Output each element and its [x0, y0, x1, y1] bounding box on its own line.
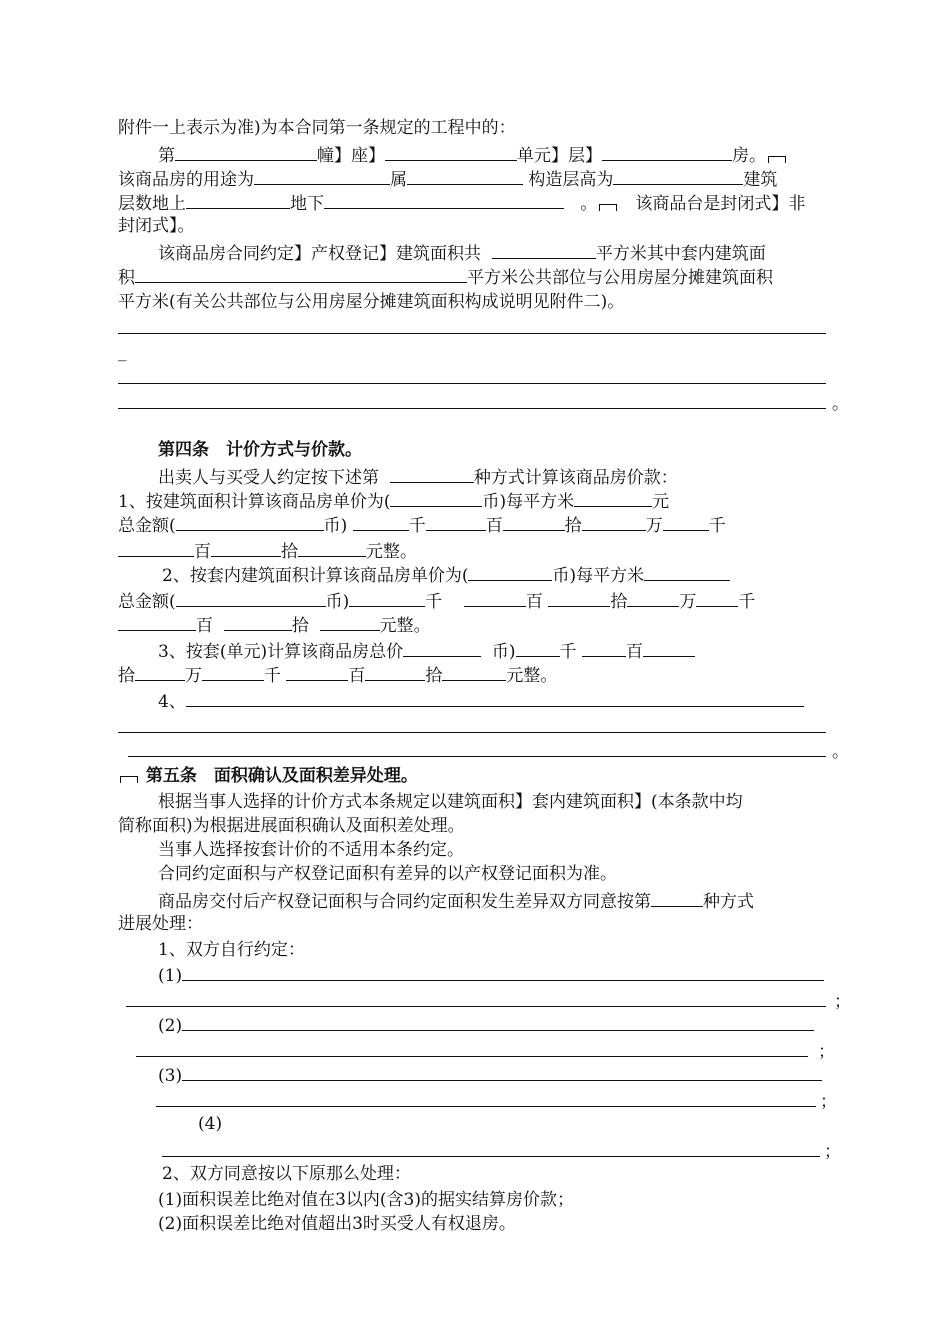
- bracket-mark-icon: [120, 776, 138, 783]
- blank-line: [128, 756, 826, 757]
- blank-line: [118, 383, 826, 384]
- article-5-title: 第五条 面积确认及面积差异处理。: [118, 764, 418, 788]
- text-line: 出卖人与买受人约定按下述第 种方式计算该商品房价款：: [158, 464, 678, 488]
- text-line: 2、按套内建筑面积计算该商品房单价为( 币)每平方米: [162, 562, 730, 586]
- text-line: 积 平方米公共部位与公用房屋分摊建筑面积: [118, 264, 773, 288]
- text-line: 4、: [158, 688, 804, 712]
- text-line: 合同约定面积与产权登记面积有差异的以产权登记面积为准。: [158, 864, 617, 884]
- text-line: 进展处理：: [118, 914, 203, 934]
- text-line: 。: [832, 394, 849, 414]
- text-line: 当事人选择按套计价的不适用本条约定。: [158, 840, 464, 860]
- blank-line: [162, 1156, 820, 1157]
- text-line: 第 幢】座】 单元】层】 房。: [158, 142, 788, 166]
- text-line: 该商品房的用途为 属 构造层高为 建筑: [118, 166, 777, 190]
- text-line: (4): [198, 1114, 223, 1134]
- text-line: 2、双方同意按以下原那么处理：: [162, 1164, 411, 1184]
- text-line: 。: [832, 742, 849, 762]
- text-line: (1): [158, 962, 824, 986]
- text-line: 根据当事人选择的计价方式本条规定以建筑面积】套内建筑面积】(本条款中均: [158, 792, 743, 812]
- text-line: 总金额( 币) 千 百 拾 万 千: [118, 588, 755, 612]
- blank-line: [118, 333, 826, 334]
- text-line: ；: [820, 1092, 837, 1112]
- blank-line: [126, 1006, 826, 1007]
- text-line: 附件一上表示为准)为本合同第一条规定的工程中的：: [118, 118, 516, 138]
- blank-line: [156, 1106, 816, 1107]
- text-line: ；: [834, 992, 851, 1012]
- text-line: (3): [158, 1062, 822, 1086]
- text-line: 1、按建筑面积计算该商品房单价为( 币)每平方米 元: [118, 488, 669, 512]
- article-4-title: 第四条 计价方式与价款。: [158, 440, 362, 460]
- text-line: 封闭式】。: [118, 216, 195, 236]
- bracket-mark-icon: [599, 204, 617, 211]
- text-line: 拾 万 千 百 拾 元整。: [118, 662, 557, 686]
- text-line: 百 拾 元整。: [118, 538, 417, 562]
- text-line: (2): [158, 1012, 814, 1036]
- text-line: 总金额( 币) 千 百 拾 万 千: [118, 512, 726, 536]
- text-line: ；: [818, 1042, 835, 1062]
- blank-line: [118, 408, 826, 409]
- text-line: 百 拾 元整。: [118, 612, 431, 636]
- text-line: 该商品房合同约定】产权登记】建筑面积共 平方米其中套内建筑面: [158, 240, 766, 264]
- text-line: _: [118, 342, 127, 362]
- text-line: (1)面积误差比绝对值在3以内(含3)的据实结算房价款；: [158, 1190, 574, 1210]
- text-line: 简称面积)为根据进展面积确认及面积差处理。: [118, 816, 465, 836]
- bracket-mark-icon: [768, 156, 786, 163]
- text-line: 商品房交付后产权登记面积与合同约定面积发生差异双方同意按第 种方式: [158, 888, 754, 912]
- text-line: ；: [824, 1142, 841, 1162]
- blank-line: [118, 732, 826, 733]
- text-line: 平方米(有关公共部位与公用房屋分摊建筑面积构成说明见附件二)。: [118, 292, 625, 312]
- text-line: (2)面积误差比绝对值超出3时买受人有权退房。: [158, 1214, 516, 1234]
- text-line: 3、按套(单元)计算该商品房总价 币) 千 百: [158, 638, 695, 662]
- blank-line: [136, 1056, 808, 1057]
- text-line: 层数地上 地下 。 该商品台是封闭式】非: [118, 190, 805, 214]
- text-line: 1、双方自行约定：: [158, 940, 305, 960]
